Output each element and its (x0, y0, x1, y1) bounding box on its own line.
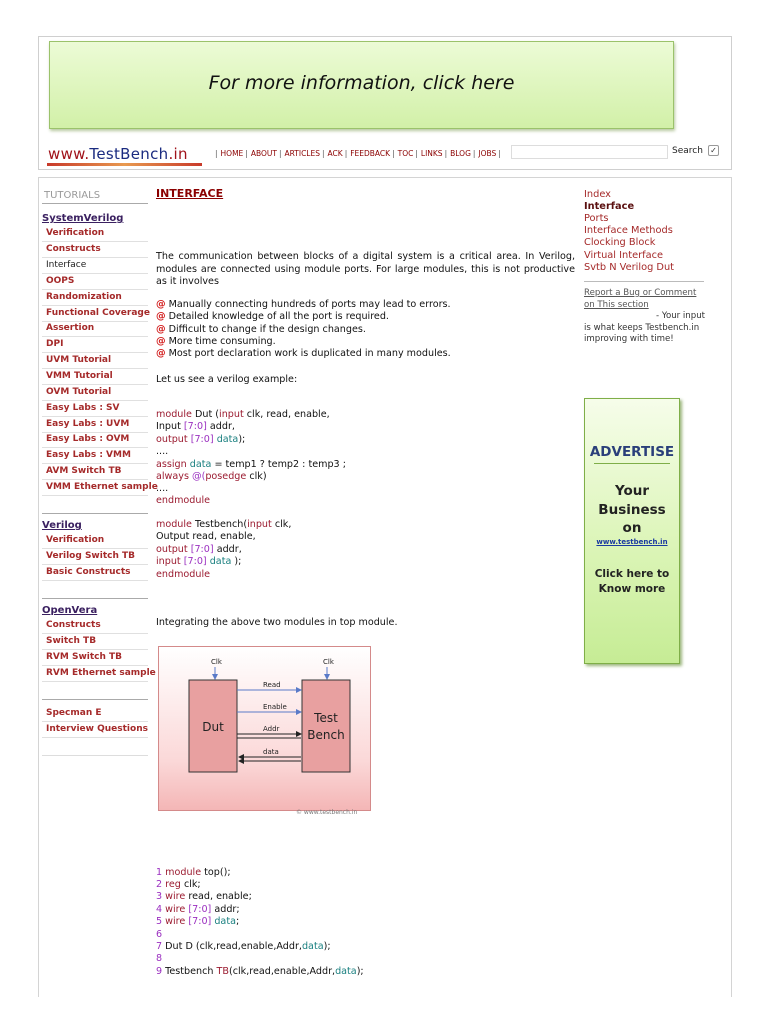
diagram-credit: © www.testbench.in (296, 809, 358, 816)
sidebar-item-uvm-tutorial[interactable]: UVM Tutorial (42, 353, 148, 369)
bullet-item: @ More time consuming. (156, 336, 276, 347)
nav-toc[interactable]: TOC (397, 149, 414, 158)
sidebar-item-basic-constructs[interactable]: Basic Constructs (42, 565, 148, 581)
sidebar-item-oops[interactable]: OOPS (42, 274, 148, 290)
right-link-ports[interactable]: Ports (584, 213, 609, 224)
code-line: input [7:0] data ); (156, 556, 242, 567)
ad-url-link[interactable]: www.testbench.in (596, 538, 668, 546)
search-check-icon[interactable]: ✓ (708, 145, 719, 156)
code-line: always @(posedge clk) (156, 471, 267, 482)
code-line: assign data = temp1 ? temp2 : temp3 ; (156, 459, 346, 470)
tb-label-2: Bench (307, 728, 345, 742)
sidebar-divider (42, 203, 148, 204)
sidebar-divider (42, 513, 148, 514)
bullet-item: @ Difficult to change if the design changes. (156, 324, 366, 335)
read-label: Read (263, 681, 281, 689)
nav-ack[interactable]: ACK (327, 149, 343, 158)
search-input[interactable] (511, 145, 668, 159)
sidebar-item-easy-labs-ovm[interactable]: Easy Labs : OVM (42, 432, 148, 448)
bullet-icon: @ (156, 311, 166, 322)
code-line: .... (156, 446, 169, 457)
code-line: Input [7:0] addr, (156, 421, 235, 432)
sidebar-group-systemverilog[interactable]: SystemVerilog (42, 213, 124, 224)
sidebar-item-easy-labs-sv[interactable]: Easy Labs : SV (42, 401, 148, 417)
integrating-text: Integrating the above two modules in top module. (156, 617, 398, 628)
nav-feedback[interactable]: FEEDBACK (350, 149, 391, 158)
code-line: 2 reg clk; (156, 879, 201, 890)
ad-click-line-2: Know more (598, 582, 666, 595)
sidebar-item-rvm-ethernet-sample[interactable]: RVM Ethernet sample (42, 666, 148, 682)
nav-jobs[interactable]: JOBS (478, 149, 497, 158)
code-line: 7 Dut D (clk,read,enable,Addr,data); (156, 941, 331, 952)
sidebar-divider (42, 755, 148, 756)
code-line: 1 module top(); (156, 867, 231, 878)
code-line: endmodule (156, 495, 211, 506)
bullet-icon: @ (156, 324, 166, 335)
sidebar-heading: TUTORIALS (44, 190, 101, 201)
sidebar-item-avm-switch-tb[interactable]: AVM Switch TB (42, 464, 148, 480)
testbench-box (302, 680, 350, 772)
sidebar-divider (42, 699, 148, 700)
sidebar-item-constructs[interactable]: Constructs (42, 242, 148, 258)
right-link-interface[interactable]: Interface (584, 201, 635, 212)
sidebar-item-verilog-verification[interactable]: Verification (42, 533, 148, 549)
site-logo[interactable] (48, 145, 188, 163)
code-line: output [7:0] addr, (156, 544, 242, 555)
nav-about[interactable]: ABOUT (250, 149, 277, 158)
sidebar-item-switch-tb[interactable]: Switch TB (42, 634, 148, 650)
code-line: Output read, enable, (156, 531, 256, 542)
ad-line-1: Your (614, 483, 650, 499)
clk-left-label: Clk (211, 658, 222, 666)
ad-click-text[interactable] (584, 567, 680, 596)
sidebar-item-verilog-switch-tb[interactable]: Verilog Switch TB (42, 549, 148, 565)
logo-underline (47, 163, 202, 166)
bullet-item: @ Detailed knowledge of all the port is required. (156, 311, 389, 322)
interface-diagram (158, 646, 371, 811)
sidebar-item-vmm-ethernet-sample[interactable]: VMM Ethernet sample (42, 480, 148, 496)
code-line: 9 Testbench TB(clk,read,enable,Addr,data); (156, 966, 364, 977)
nav-blog[interactable]: BLOG (450, 149, 471, 158)
code-line: module Dut (input clk, read, enable, (156, 409, 330, 420)
logo-part-testbench: TestBench (89, 145, 169, 163)
report-bug-link[interactable]: Report a Bug or Comment on This section (584, 288, 697, 310)
right-link-index[interactable]: Index (584, 189, 611, 200)
logo-part-in: .in (168, 145, 188, 163)
sidebar-item-rvm-switch-tb[interactable]: RVM Switch TB (42, 650, 148, 666)
nav-articles[interactable]: ARTICLES (284, 149, 320, 158)
ad-body[interactable] (584, 482, 680, 538)
banner-link[interactable]: For more information, click here (208, 72, 515, 94)
code-line: .... (156, 483, 169, 494)
top-nav: | HOME | ABOUT | ARTICLES | ACK | FEEDBACK | TOC | LINKS | BLOG | JOBS | (215, 149, 501, 158)
sidebar-item-vmm-tutorial[interactable]: VMM Tutorial (42, 369, 148, 385)
sidebar-item-randomization[interactable]: Randomization (42, 290, 148, 306)
code-line: module Testbench(input clk, (156, 519, 292, 530)
code-line: 5 wire [7:0] data; (156, 916, 240, 927)
sidebar-item-specman-e[interactable]: Specman E (42, 706, 148, 722)
bullet-item: @ Most port declaration work is duplicated in many modules. (156, 348, 451, 359)
code-line: 4 wire [7:0] addr; (156, 904, 240, 915)
addr-label: Addr (263, 725, 280, 733)
sidebar-group-openvera[interactable]: OpenVera (42, 605, 98, 616)
sidebar-item-interface[interactable]: Interface (42, 258, 148, 274)
ad-line-2: Business (598, 501, 666, 518)
sidebar-item-easy-labs-vmm[interactable]: Easy Labs : VMM (42, 448, 148, 464)
sidebar-item-ovm-tutorial[interactable]: OVM Tutorial (42, 385, 148, 401)
search-label: Search (672, 146, 703, 156)
right-divider (584, 281, 704, 282)
nav-home[interactable]: HOME (220, 149, 244, 158)
intro-paragraph: The communication between blocks of a digital system is a critical area. In Verilog, modules are connected using module ports. For large modules, this is not productive as it involves (156, 251, 575, 287)
bullet-item: @ Manually connecting hundreds of ports may lead to errors. (156, 299, 451, 310)
data-label: data (263, 748, 279, 756)
nav-links[interactable]: LINKS (420, 149, 443, 158)
sidebar-item-functional-coverage[interactable]: Functional Coverage (42, 306, 148, 322)
sidebar-item-dpi[interactable]: DPI (42, 337, 148, 353)
code-line: output [7:0] data); (156, 434, 246, 445)
sidebar-item-assertion[interactable]: Assertion (42, 321, 148, 337)
page-title[interactable]: INTERFACE (156, 187, 224, 200)
report-bug-text: - Your input is what keeps Testbench.in improving with time! (584, 311, 706, 344)
bullet-icon: @ (156, 348, 166, 359)
code-line: 8 (156, 953, 163, 964)
example-intro: Let us see a verilog example: (156, 374, 298, 385)
ad-line-3: on (622, 520, 642, 536)
enable-label: Enable (263, 703, 287, 711)
clk-right-label: Clk (323, 658, 334, 666)
bullet-icon: @ (156, 299, 166, 310)
right-link-virtual-interface[interactable]: Virtual Interface (584, 250, 663, 261)
bullet-icon: @ (156, 336, 166, 347)
diagram-svg (159, 647, 372, 812)
sidebar-item-verification[interactable]: Verification (42, 226, 148, 242)
right-link-interface-methods[interactable]: Interface Methods (584, 225, 673, 236)
sidebar-divider (42, 598, 148, 599)
sidebar-item-interview-questions[interactable]: Interview Questions (42, 722, 148, 738)
tb-label-1: Test (314, 711, 338, 725)
code-line: 6 (156, 929, 163, 940)
logo-part-www: www. (48, 145, 90, 163)
ad-title[interactable]: ADVERTISE (589, 444, 675, 460)
sidebar-item-openvera-constructs[interactable]: Constructs (42, 618, 148, 634)
ad-divider (594, 463, 670, 464)
sidebar-group-verilog[interactable]: Verilog (42, 520, 82, 531)
right-link-clocking-block[interactable]: Clocking Block (584, 237, 656, 248)
right-link-svtb-n-verilog-dut[interactable]: Svtb N Verilog Dut (584, 262, 674, 273)
ad-click-line-1: Click here to (594, 568, 670, 580)
code-line: endmodule (156, 569, 211, 580)
code-line: 3 wire read, enable; (156, 891, 252, 902)
dut-label: Dut (202, 720, 224, 734)
sidebar-item-easy-labs-uvm[interactable]: Easy Labs : UVM (42, 417, 148, 433)
